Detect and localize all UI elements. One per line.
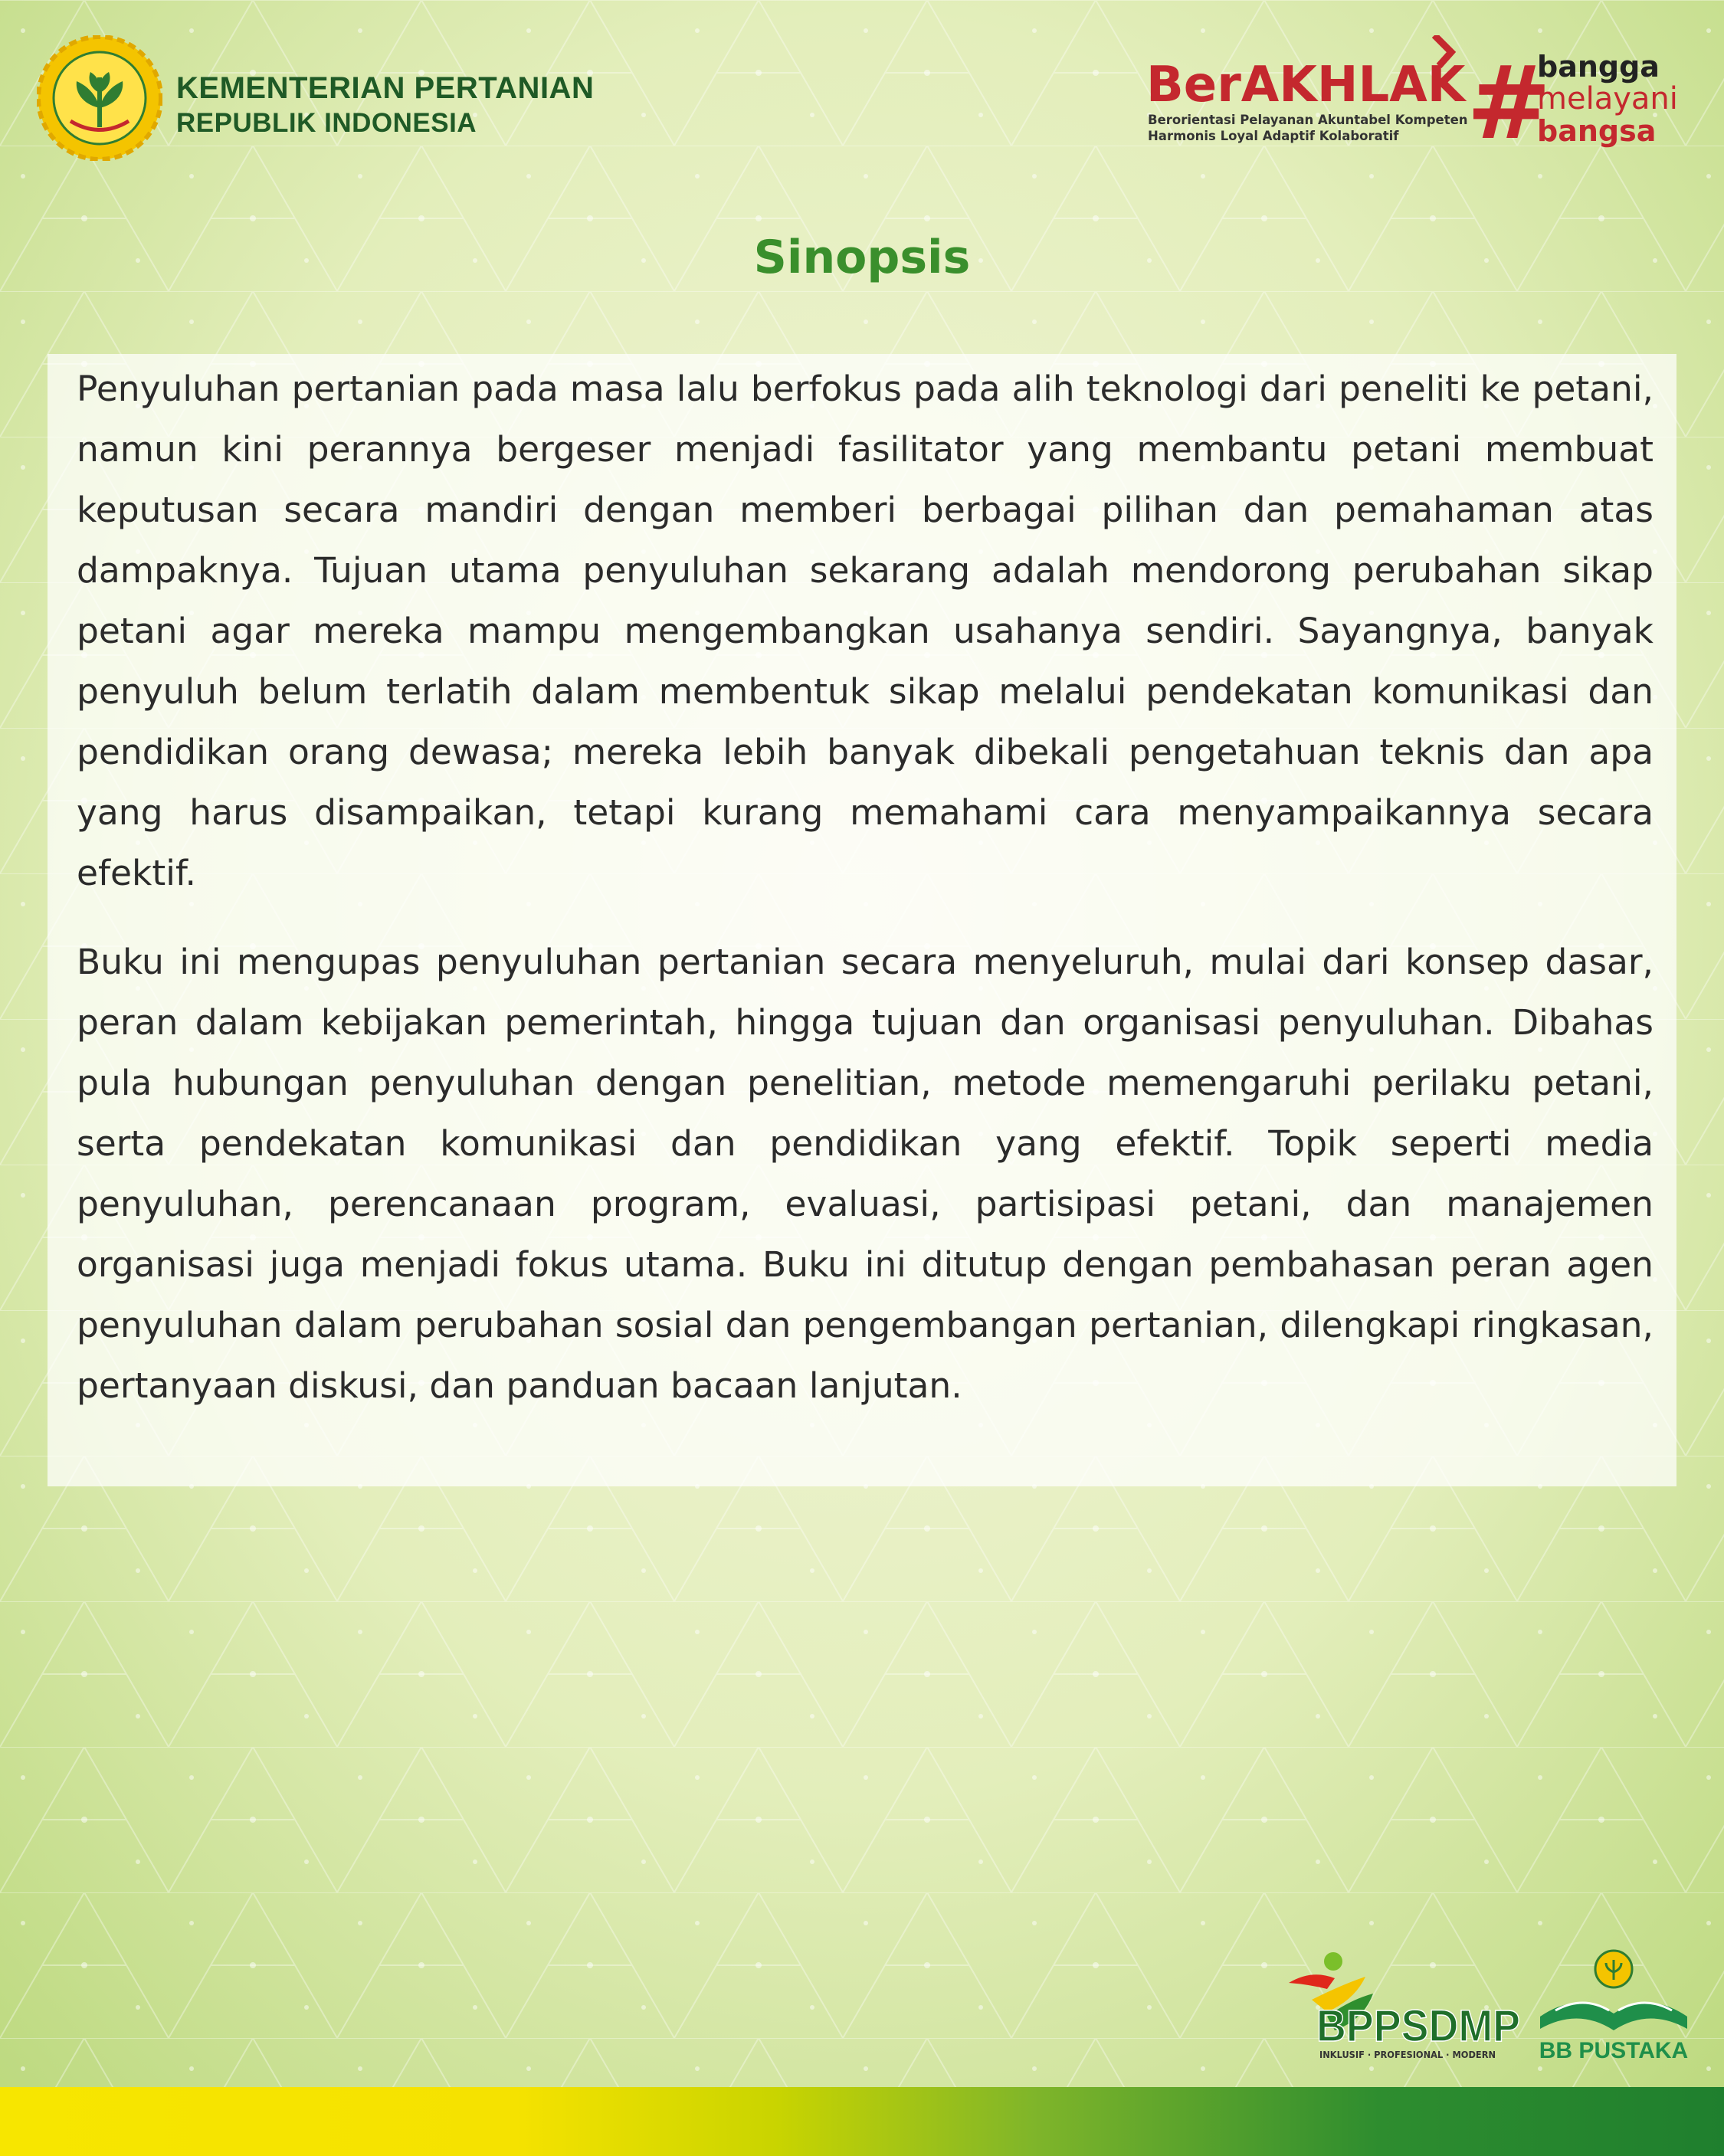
berakhlak-brand: BerAKHLAK	[1146, 57, 1466, 113]
page-title: Sinopsis	[753, 231, 971, 284]
ministry-line-1: KEMENTERIAN PERTANIAN	[176, 71, 595, 105]
bottom-gradient-bar	[0, 2087, 1724, 2156]
bangga-line-2: melayani	[1537, 81, 1678, 116]
synopsis-panel	[48, 354, 1676, 1486]
bangga-melayani-bangsa-logo	[1467, 46, 1696, 153]
bangga-line-1: bangga	[1537, 50, 1660, 84]
berakhlak-tagline-1: Berorientasi Pelayanan Akuntabel Kompeten	[1148, 113, 1468, 127]
bppsdmp-tagline: INKLUSIF · PROFESIONAL · MODERN	[1319, 2050, 1496, 2060]
bb-pustaka-name: BB PUSTAKA	[1539, 2038, 1689, 2063]
synopsis-paragraph-2: Buku ini mengupas penyuluhan pertanian secara menyeluruh, mulai dari konsep dasar, peran dalam kebijakan pemerintah, hingga tujuan dan organisasi penyuluhan. Dibahas pula hubungan penyuluhan dengan penelitian, metode memengaruhi perilaku petani, serta pendekatan komunikasi dan pendidikan yang efektif. Topik seperti media penyuluhan, perencanaan program, evaluasi, partisipasi petani, dan manajemen organisasi juga menjadi fokus utama. Buku ini ditutup dengan pembahasan peran agen penyuluhan dalam perubahan sosial dan pengembangan pertanian, dilengkapi ringkasan, pertanyaan diskusi, dan panduan bacaan lanjutan.	[77, 942, 1654, 1406]
bppsdmp-leaf-icon	[1324, 1952, 1342, 1971]
bppsdmp-logo	[1281, 1946, 1525, 2069]
ministry-name	[176, 70, 594, 141]
bb-pustaka-logo	[1532, 1946, 1695, 2069]
berakhlak-logo	[1146, 35, 1468, 150]
synopsis-paragraph-1: Penyuluhan pertanian pada masa lalu berfokus pada alih teknologi dari peneliti ke petani, namun kini perannya bergeser menjadi fasilitator yang membantu petani membuat keputusan secara mandiri dengan memberi berbagai pilihan dan pemahaman atas dampaknya. Tujuan utama penyuluhan sekarang adalah mendorong perubahan sikap petani agar mereka mampu mengembangkan usahanya sendiri. Sayangnya, banyak penyuluh belum terlatih dalam membentuk sikap melalui pendekatan komunikasi dan pendidikan orang dewasa; mereka lebih banyak dibekali pengetahuan teknis dan apa yang harus disampaikan, tetapi kurang memahami cara menyampaikannya secara efektif.	[77, 369, 1654, 893]
bangga-hash: #	[1467, 46, 1552, 153]
ministry-line-2: REPUBLIK INDONESIA	[176, 108, 477, 138]
bangga-line-3: bangsa	[1537, 114, 1657, 148]
bppsdmp-name: BPPSDMP	[1316, 2001, 1520, 2051]
berakhlak-tagline-2: Harmonis Loyal Adaptif Kolaboratif	[1148, 129, 1399, 143]
kementan-logo-icon	[37, 35, 162, 161]
